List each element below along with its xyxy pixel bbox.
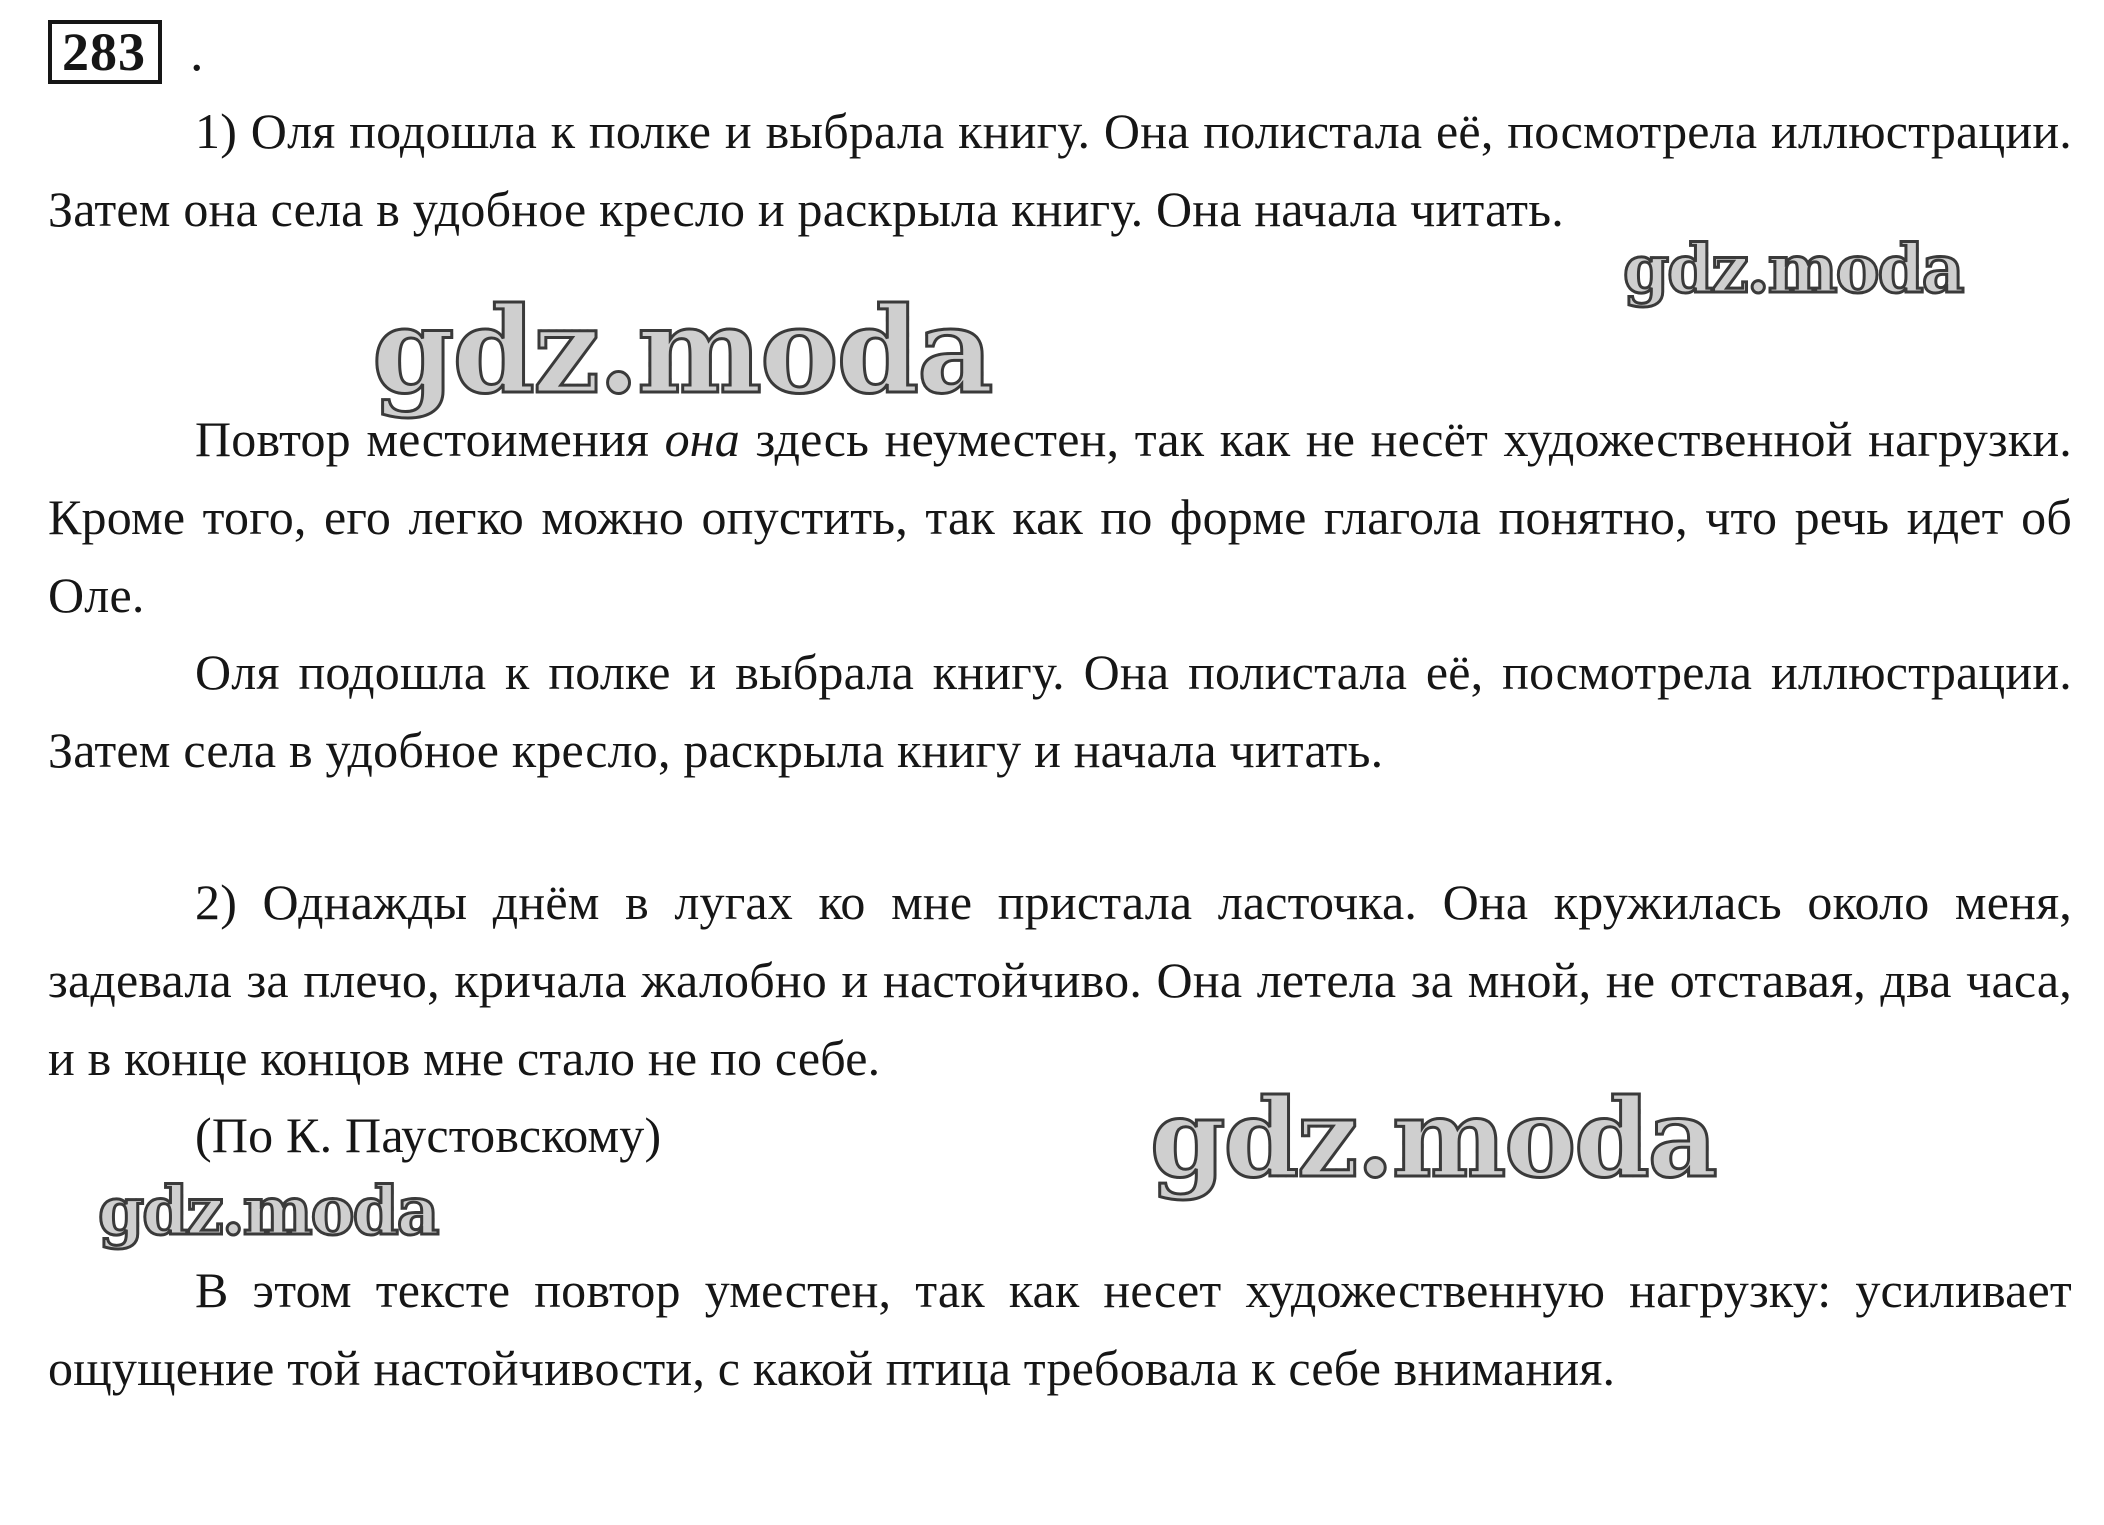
watermark-bottom-left: gdz.moda bbox=[98, 1172, 438, 1250]
part1-analysis-pronoun: она bbox=[664, 411, 740, 467]
task-number-dot: . bbox=[190, 22, 204, 82]
part1-analysis bbox=[48, 400, 2072, 634]
task-number-box bbox=[48, 20, 162, 84]
part2-original-text: 2) Однажды днём в лугах ко мне пристала ласточка. Она кружилась около меня, задевала за плечо, кричала жалобно и настойчиво. Она летела за мной, не отставая, два часа, и в конце концов мне стало не по себе. bbox=[48, 874, 2072, 1086]
part1-analysis-after: здесь неуместен, так как не несёт художественной нагрузки. Кроме того, его легко можно опустить, так как по форме глагола понятно, что речь идет об Оле. bbox=[48, 411, 2073, 623]
watermark-center: gdz.moda bbox=[1150, 1076, 1716, 1202]
part2-analysis: В этом тексте повтор уместен, так как несет художественную нагрузку: усиливает ощущение той настойчивости, с какой птица требовала к себе внимания. bbox=[48, 1262, 2072, 1396]
part1-corrected-text: Оля подошла к полке и выбрала книгу. Она полистала её, посмотрела иллюстрации. Затем села в удобное кресло, раскрыла книгу и начала читать. bbox=[48, 644, 2072, 778]
watermark-left: gdz.moda bbox=[372, 281, 992, 420]
part2-source: (По К. Паустовскому) bbox=[195, 1107, 662, 1163]
task-number: 283 bbox=[62, 22, 146, 82]
part1-analysis-before: Повтор местоимения bbox=[195, 411, 665, 467]
watermark-top-right: gdz.moda bbox=[1623, 230, 1963, 308]
part1-original-text: 1) Оля подошла к полке и выбрала книгу. Она полистала её, посмотрела иллюстрации. Затем она села в удобное кресло и раскрыла книгу. Она начала читать. bbox=[48, 103, 2072, 237]
